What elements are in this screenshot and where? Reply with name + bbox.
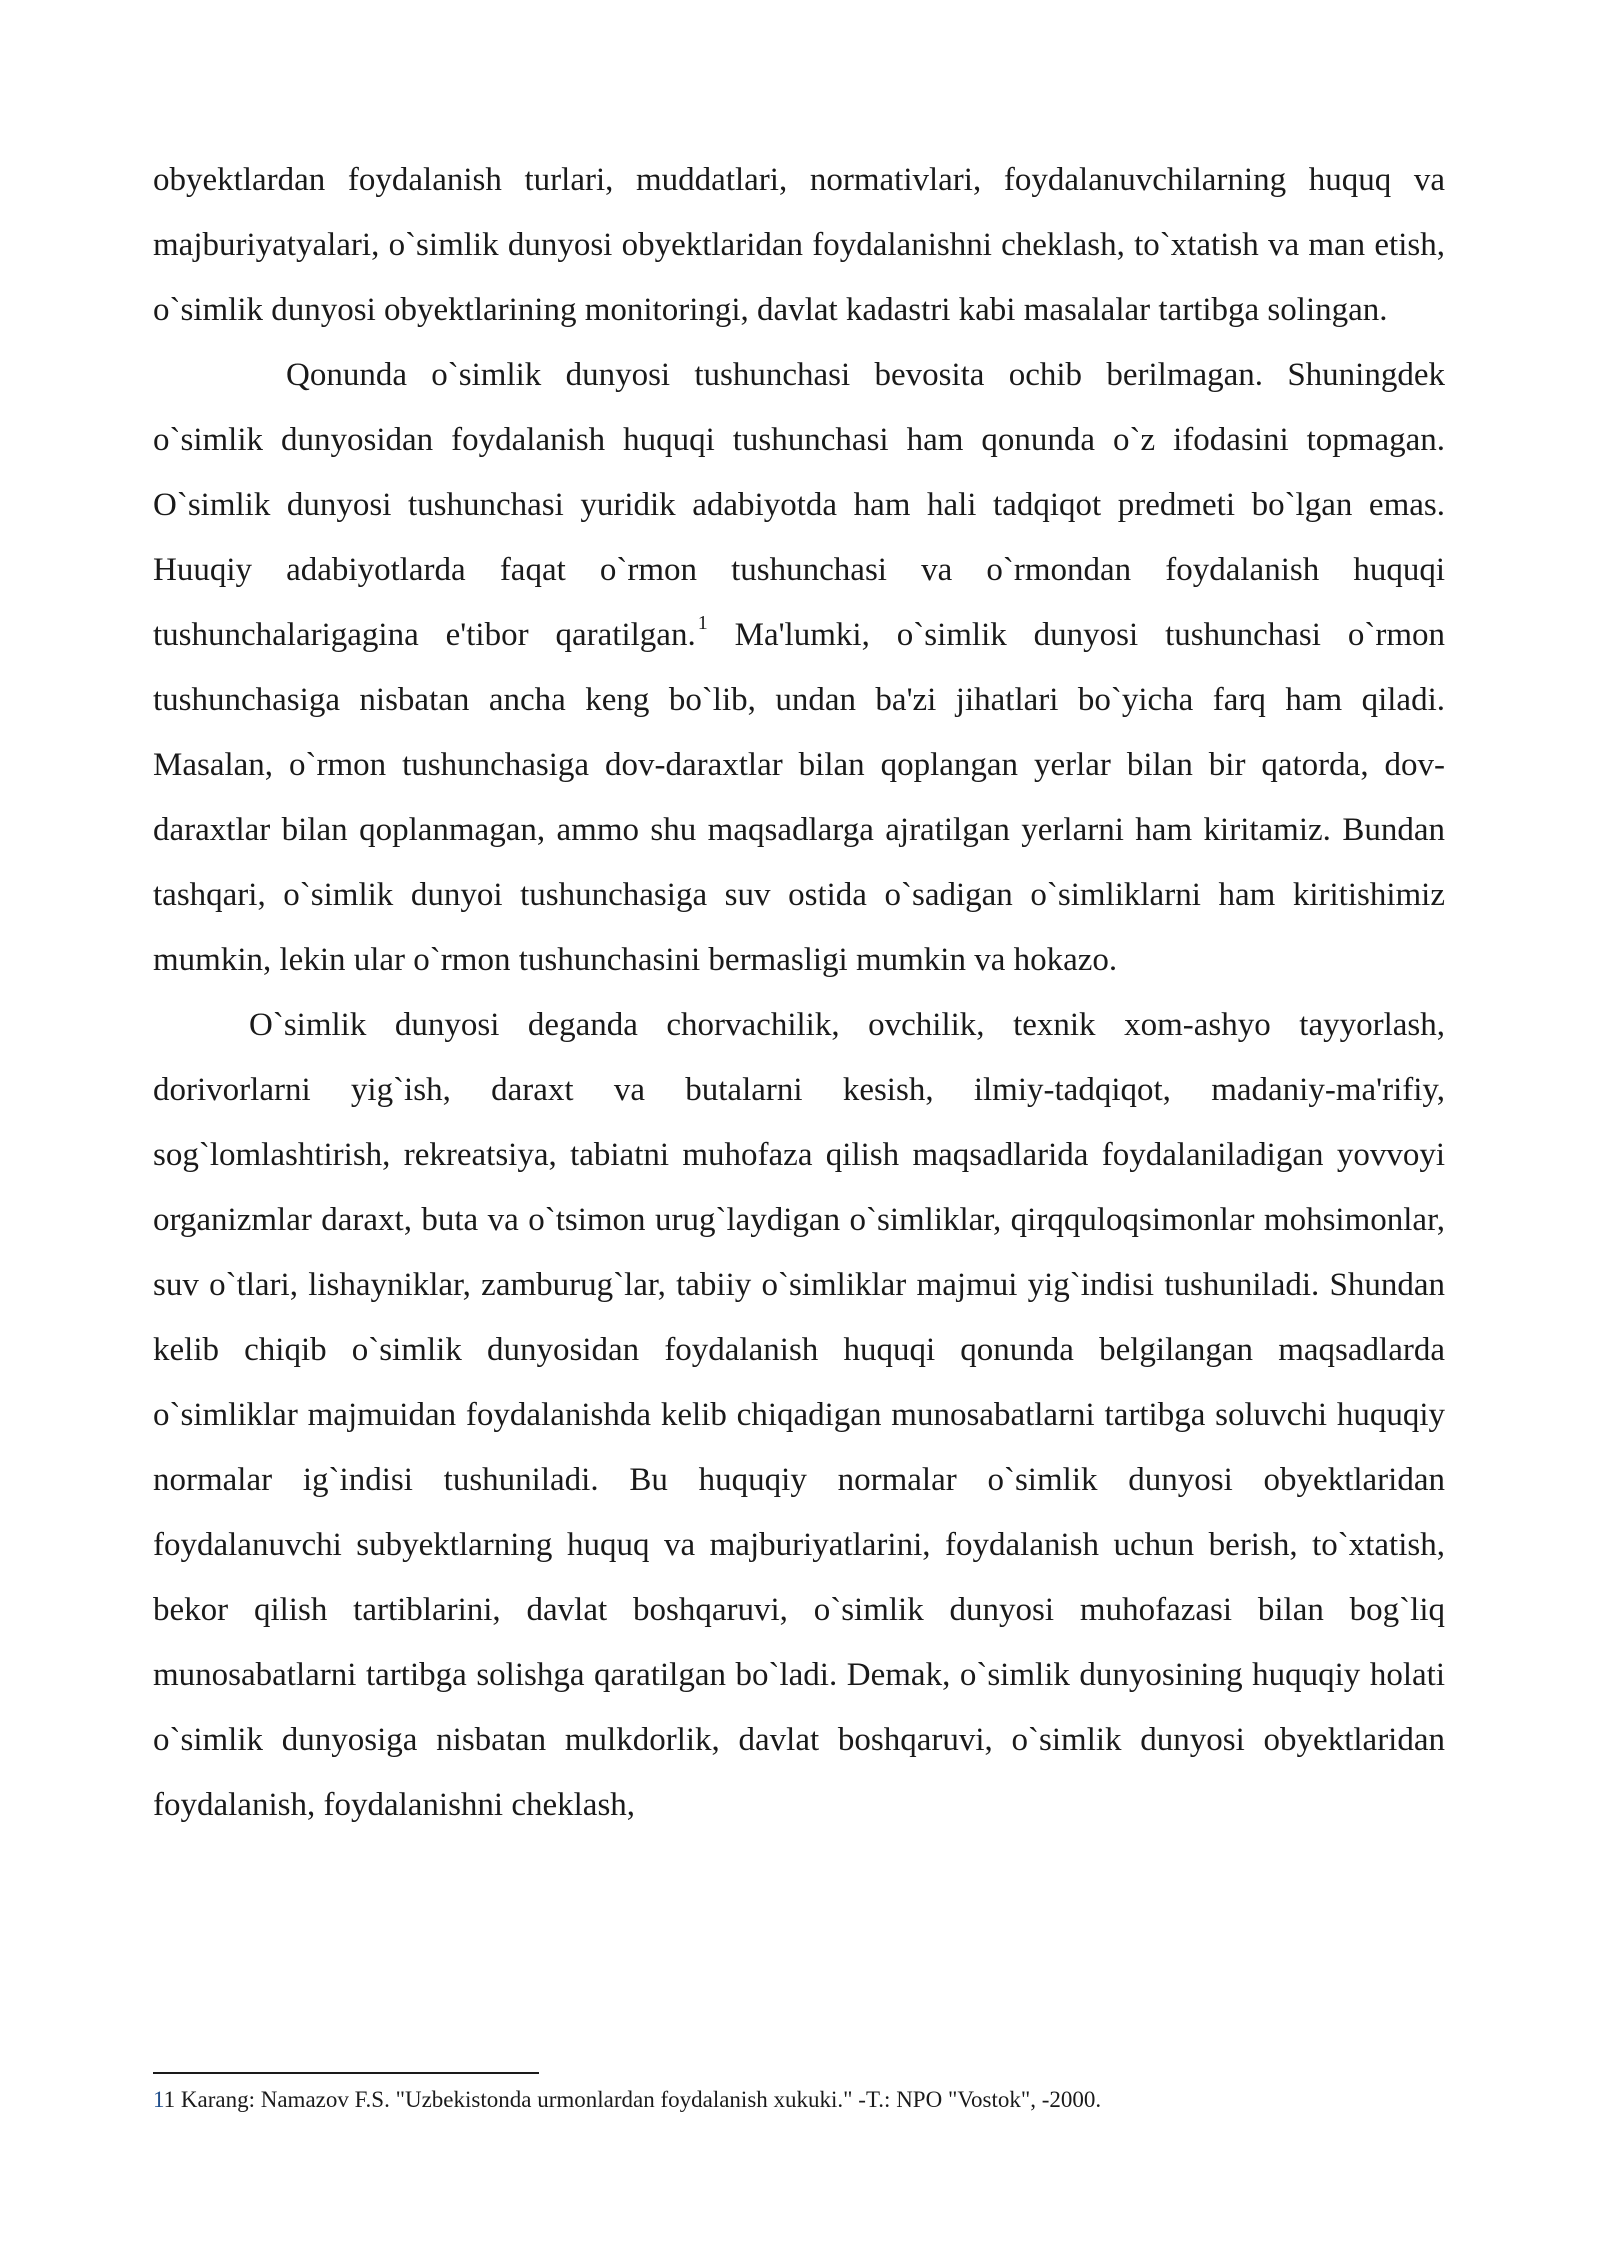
paragraph-continuation: obyektlardan foydalanish turlari, muddatlari, normativlari, foydalanuvchilarning huquq va majburiyatyalari, o`simlik dunyosi obyektlaridan foydalanishni cheklash, to`xtatish va man etish, o`simlik dunyosi obyektlarining monitoringi, davlat kadastri kabi masalalar tartibga solingan. [153,162,1445,328]
footnote-text: 1 Karang: Namazov F.S. "Uzbekistonda urmonlardan foydalanish xukuki." -T.: NPO "Vostok", -2000. [163,2087,1102,2112]
paragraph-concept-text-a: Qonunda o`simlik dunyosi tushunchasi bevosita ochib berilmagan. Shuningdek o`simlik dunyosidan foydalanish huquqi tushunchasi ham qonunda o`z ifodasini topmagan. O`simlik dunyosi tushunchasi yuridik adabiyotda ham hali tadqiqot predmeti bo`lgan emas. Huuqiy adabiyotlarda faqat o`rmon tushunchasi va o`rmondan foydalanish huquqi tushunchalarigagina e'tibor qaratilgan. [153,357,1445,653]
paragraph-concept-text-b: Ma'lumki, o`simlik dunyosi tushunchasi o`rmon tushunchasiga nisbatan ancha keng bo`lib, undan ba'zi jihatlari bo`yicha farq ham qiladi. Masalan, o`rmon tushunchasiga dov-daraxtlar bilan qoplangan yerlar bilan bir qatorda, dov-daraxtlar bilan qoplanmagan, ammo shu maqsadlarga ajratilgan yerlarni ham kiritamiz. Bundan tashqari, o`simlik dunyoi tushunchasiga suv ostida o`sadigan o`simliklarni ham kiritishimiz mumkin, lekin ular o`rmon tushunchasini bermasligi mumkin va hokazo. [153,617,1445,978]
paragraph-concept [153,343,1445,993]
paragraph-definition: O`simlik dunyosi deganda chorvachilik, ovchilik, texnik xom-ashyo tayyorlash, dorivorlarni yig`ish, daraxt va butalarni kesish, ilmiy-tadqiqot, madaniy-ma'rifiy, sog`lomlashtirish, rekreatsiya, tabiatni muhofaza qilish maqsadlarida foydalaniladigan yovvoyi organizmlar daraxt, buta va o`tsimon urug`laydigan o`simliklar, qirqquloqsimonlar mohsimonlar, suv o`tlari, lishayniklar, zamburug`lar, tabiiy o`simliklar majmui yig`indisi tushuniladi. Shundan kelib chiqib o`simlik dunyosidan foydalanish huquqi qonunda belgilangan maqsadlarda o`simliklar majmuidan foydalanishda kelib chiqadigan munosabatlarni tartibga soluvchi huquqiy normalar ig`indisi tushuniladi. Bu huquqiy normalar o`simlik dunyosi obyektlaridan foydalanuvchi subyektlarning huquq va majburiyatlarini, foydalanish uchun berish, to`xtatish, bekor qilish tartiblarini, davlat boshqaruvi, o`simlik dunyosi muhofazasi bilan bog`liq munosabatlarni tartibga solishga qaratilgan bo`ladi. Demak, o`simlik dunyosining huquqiy holati o`simlik dunyosiga nisbatan mulkdorlik, davlat boshqaruvi, o`simlik dunyosi obyektlaridan foydalanish, foydalanishni cheklash, [153,1007,1445,1823]
footnote-number: 1 [153,2087,164,2112]
footnote-separator [153,2072,539,2074]
body-text [153,148,1445,1838]
footnote [153,2084,1445,2116]
footnote-reference[interactable]: 1 [697,612,708,634]
